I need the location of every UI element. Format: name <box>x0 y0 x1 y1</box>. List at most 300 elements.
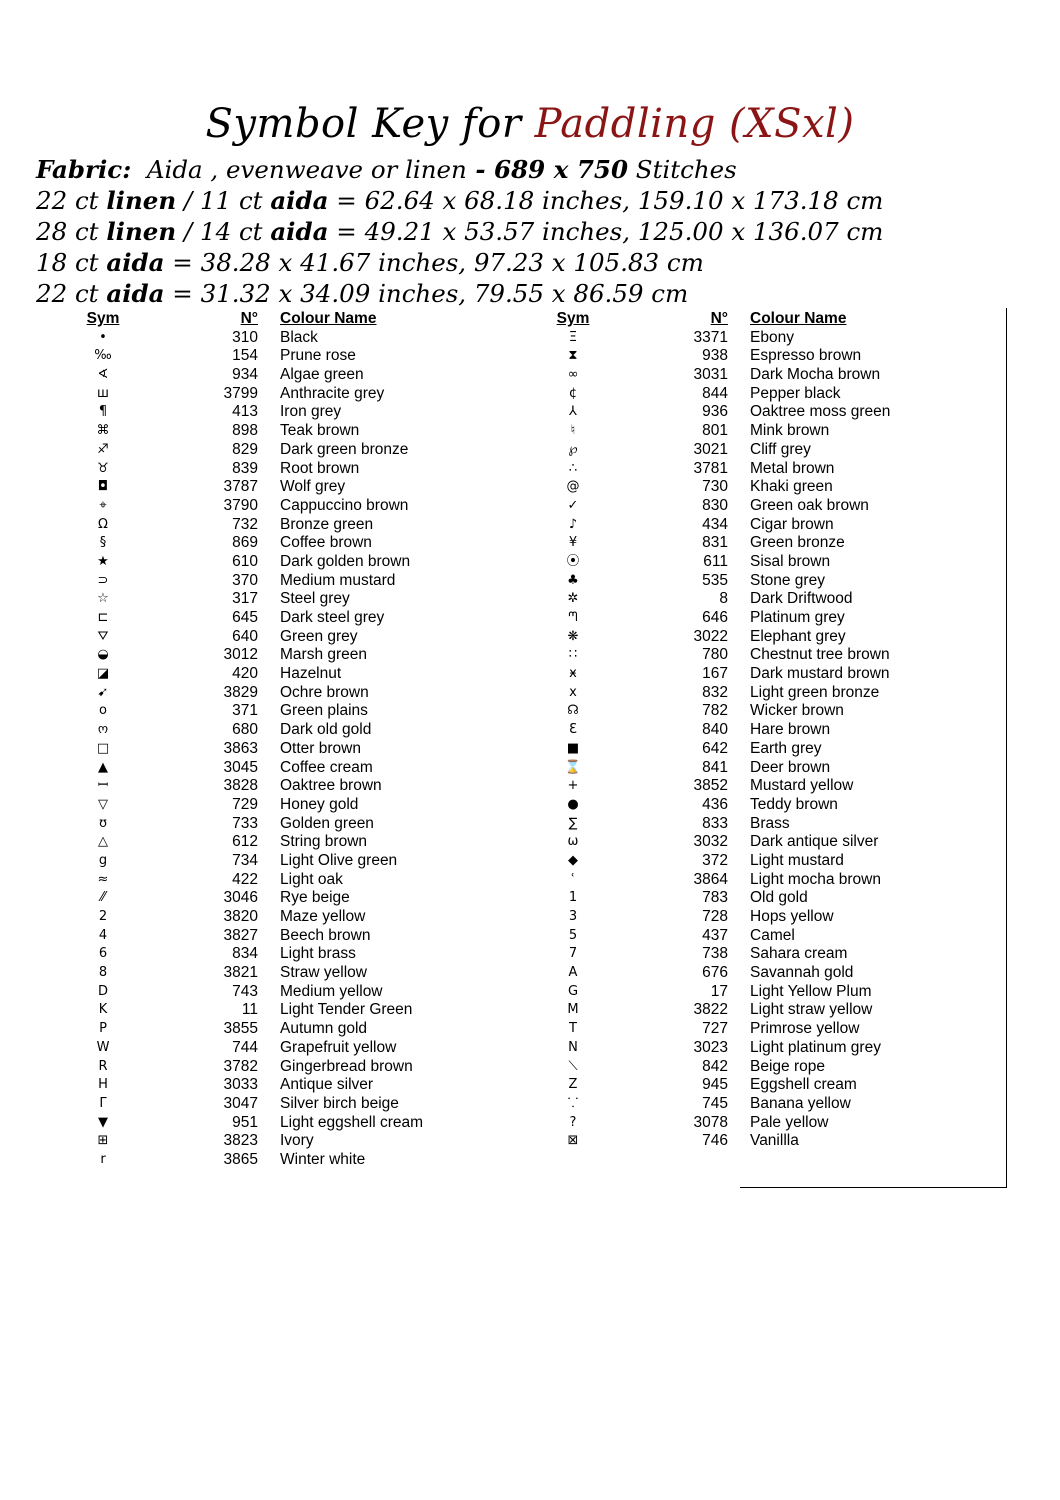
dmc-number: 3012 <box>223 646 258 664</box>
key-row <box>540 1001 980 1020</box>
title-pattern-name: Paddling (XSxl) <box>534 101 855 147</box>
dmc-number: 422 <box>232 870 258 888</box>
symbol-key-left-column <box>70 310 510 1170</box>
symbol-glyph: ● <box>567 796 579 812</box>
colour-name: Elephant grey <box>750 627 846 645</box>
key-row <box>540 964 980 983</box>
size-line: 22 ct linen / 11 ct aida = 62.64 x 68.18 inches, 159.10 x 173.18 cm <box>36 186 884 215</box>
dmc-number: 676 <box>702 964 728 982</box>
symbol-glyph: Ξ <box>568 329 578 345</box>
symbol-glyph: 1 <box>568 890 578 906</box>
key-row <box>540 1020 980 1039</box>
colour-name: Banana yellow <box>750 1094 851 1112</box>
colour-name: Algae green <box>280 366 364 384</box>
symbol-glyph: ◒ <box>97 647 109 663</box>
key-row <box>540 777 980 796</box>
symbol-glyph: W <box>96 1039 110 1055</box>
colour-name: Light straw yellow <box>750 1001 873 1019</box>
colour-name: Stone grey <box>750 571 825 589</box>
symbol-glyph: ✲ <box>567 591 579 607</box>
symbol-glyph: ‰ <box>94 348 112 364</box>
key-row <box>70 403 510 422</box>
symbol-glyph: ♪ <box>568 516 578 532</box>
dmc-number: 611 <box>703 552 728 570</box>
colour-name: Primrose yellow <box>750 1020 860 1038</box>
key-row <box>70 889 510 908</box>
symbol-glyph: @ <box>566 479 580 495</box>
key-row <box>70 777 510 796</box>
symbol-glyph: ❋ <box>567 628 579 644</box>
dmc-number: 3799 <box>223 384 258 402</box>
key-row <box>70 833 510 852</box>
key-row <box>70 759 510 778</box>
key-row <box>540 646 980 665</box>
symbol-glyph: ? <box>569 1114 577 1130</box>
key-row <box>540 796 980 815</box>
colour-name: Light platinum grey <box>750 1038 881 1056</box>
dmc-number: 839 <box>232 459 258 477</box>
dmc-number: 8 <box>719 590 728 608</box>
stitch-count: 689 x 750 <box>494 155 628 184</box>
colour-name: String brown <box>280 833 368 851</box>
colour-name: Winter white <box>280 1150 366 1168</box>
frame-right-border <box>1006 308 1007 1188</box>
key-row <box>540 553 980 572</box>
key-row <box>70 347 510 366</box>
colour-name: Wicker brown <box>750 702 844 720</box>
size-line: 28 ct linen / 14 ct aida = 49.21 x 53.57 inches, 125.00 x 136.07 cm <box>36 217 884 246</box>
symbol-glyph: 2 <box>98 909 108 924</box>
key-row <box>70 628 510 647</box>
dmc-number: 11 <box>241 1001 258 1019</box>
colour-name: Deer brown <box>750 758 831 776</box>
colour-name: Dark golden brown <box>280 552 411 570</box>
symbol-glyph: K <box>98 1002 108 1018</box>
key-row <box>540 1039 980 1058</box>
dmc-number: 842 <box>702 1057 728 1075</box>
colour-name: Ivory <box>280 1132 314 1150</box>
symbol-glyph: ∢ <box>97 367 109 383</box>
colour-name: Savannah gold <box>750 964 854 982</box>
colour-name: Rye beige <box>280 889 350 907</box>
symbol-glyph: ¥ <box>568 535 578 551</box>
colour-name: Dark mustard brown <box>750 665 890 683</box>
dmc-number: 3032 <box>693 833 728 851</box>
colour-name: Autumn gold <box>280 1020 368 1038</box>
dmc-number: 3829 <box>223 683 258 701</box>
colour-name: Camel <box>750 926 795 944</box>
colour-name: Hare brown <box>750 721 831 739</box>
dmc-number: 841 <box>702 758 728 776</box>
dmc-number: 898 <box>232 422 258 440</box>
fabric-line <box>36 154 883 185</box>
colour-name: Teak brown <box>280 422 360 440</box>
symbol-glyph: ≈ <box>97 871 109 887</box>
symbol-glyph: ⌛ <box>564 759 582 775</box>
key-row <box>70 478 510 497</box>
colour-name: Dark Driftwood <box>750 590 853 608</box>
symbol-glyph: ♉ <box>97 460 109 476</box>
symbol-glyph: △ <box>98 834 108 850</box>
colour-name: Khaki green <box>750 478 833 496</box>
dmc-number: 3827 <box>223 926 258 944</box>
key-row <box>70 572 510 591</box>
colour-name: Anthracite grey <box>280 384 385 402</box>
colour-name: Hazelnut <box>280 665 342 683</box>
dmc-number: 829 <box>232 440 258 458</box>
key-row <box>70 815 510 834</box>
key-header <box>540 310 980 329</box>
dmc-number: 640 <box>232 627 258 645</box>
colour-name: Pepper black <box>750 384 841 402</box>
symbol-glyph: ¢ <box>568 385 578 401</box>
dmc-number: 936 <box>702 403 728 421</box>
key-row <box>540 441 980 460</box>
colour-name: Vanillla <box>750 1132 799 1150</box>
dmc-number: 3371 <box>693 328 728 346</box>
symbol-glyph: ӿ <box>569 666 577 682</box>
key-row <box>540 983 980 1002</box>
symbol-glyph: Ɛ <box>569 722 577 738</box>
dmc-number: 728 <box>702 908 728 925</box>
page-title <box>0 98 1060 150</box>
colour-name: Light Olive green <box>280 851 398 869</box>
symbol-glyph: r <box>100 1151 106 1167</box>
header-number: N° <box>240 310 258 327</box>
symbol-glyph: ⟍ <box>568 1058 578 1074</box>
symbol-glyph: H <box>98 1077 108 1093</box>
dmc-number: 535 <box>702 571 728 589</box>
colour-name: Cigar brown <box>750 515 834 533</box>
dmc-number: 310 <box>232 328 258 346</box>
dmc-number: 934 <box>232 366 258 384</box>
symbol-glyph: 5 <box>568 927 578 943</box>
symbol-glyph: ♮ <box>570 423 576 439</box>
colour-name: Sisal brown <box>750 552 831 570</box>
symbol-glyph: ∞ <box>567 367 579 383</box>
colour-name: Dark green bronze <box>280 440 409 458</box>
key-row <box>70 945 510 964</box>
dmc-number: 830 <box>702 496 728 514</box>
symbol-glyph: ➹ <box>97 684 109 700</box>
symbol-glyph: § <box>99 535 107 551</box>
dmc-number: 730 <box>702 478 728 496</box>
symbol-glyph: + <box>567 778 579 794</box>
key-row <box>540 572 980 591</box>
symbol-glyph: ☆ <box>97 591 109 607</box>
colour-name: Iron grey <box>280 403 342 421</box>
symbol-glyph: ℘ <box>568 441 578 457</box>
dmc-number: 832 <box>702 683 728 701</box>
key-row <box>70 740 510 759</box>
colour-name: Oaktree brown <box>280 777 382 795</box>
colour-name: Light mocha brown <box>750 870 881 888</box>
header-colour-name: Colour Name <box>750 310 847 327</box>
symbol-glyph: ▲ <box>98 759 108 775</box>
symbol-glyph: ∴ <box>568 460 578 476</box>
key-row <box>540 815 980 834</box>
symbol-glyph: ᘉ <box>568 610 578 625</box>
colour-name: Bronze green <box>280 515 374 533</box>
dmc-number: 3022 <box>693 627 728 645</box>
key-row <box>540 534 980 553</box>
key-row <box>540 478 980 497</box>
dmc-number: 951 <box>232 1113 258 1131</box>
symbol-glyph: ∑ <box>568 815 578 831</box>
symbol-glyph: ▽ <box>98 796 108 812</box>
colour-name: Green plains <box>280 702 368 720</box>
key-row <box>70 590 510 609</box>
colour-name: Prune rose <box>280 347 356 365</box>
key-row <box>70 1001 510 1020</box>
fabric-types: Aida , evenweave or linen <box>146 155 467 184</box>
colour-name: Otter brown <box>280 739 361 757</box>
dmc-number: 3023 <box>693 1038 728 1056</box>
key-row <box>70 1151 510 1170</box>
symbol-glyph: ⊠ <box>567 1133 579 1149</box>
dmc-number: 610 <box>232 552 258 570</box>
symbol-glyph: ☊ <box>567 703 579 719</box>
colour-name: Medium mustard <box>280 571 396 589</box>
colour-name: Green grey <box>280 627 358 645</box>
dmc-number: 743 <box>232 982 258 1000</box>
symbol-glyph: P <box>99 1021 107 1037</box>
colour-name: Light Tender Green <box>280 1001 413 1019</box>
dmc-number: 3047 <box>223 1094 258 1112</box>
key-row <box>70 665 510 684</box>
header-colour-name: Colour Name <box>280 310 377 327</box>
key-row <box>70 441 510 460</box>
symbol-glyph: ◪ <box>96 666 110 682</box>
dmc-number: 3782 <box>223 1057 258 1075</box>
key-row <box>540 628 980 647</box>
dmc-number: 413 <box>232 403 258 421</box>
dmc-number: 738 <box>702 945 728 963</box>
dmc-number: 317 <box>232 590 258 608</box>
symbol-glyph: ¶ <box>98 404 108 420</box>
symbol-glyph: ⛛ <box>97 628 109 644</box>
key-row <box>70 422 510 441</box>
stitches-word: Stitches <box>635 155 737 184</box>
colour-name: Light eggshell cream <box>280 1113 424 1131</box>
symbol-glyph: 3 <box>568 909 578 924</box>
fabric-label: Fabric: <box>36 155 132 184</box>
colour-name: Maze yellow <box>280 908 366 925</box>
key-row <box>540 403 980 422</box>
key-row <box>70 1132 510 1151</box>
colour-name: Coffee cream <box>280 758 373 776</box>
dmc-number: 729 <box>232 795 258 813</box>
colour-name: Teddy brown <box>750 795 838 813</box>
symbol-glyph: Γ <box>99 1095 107 1111</box>
dmc-number: 945 <box>702 1076 728 1094</box>
key-row <box>540 497 980 516</box>
colour-name: Grapefruit yellow <box>280 1038 397 1056</box>
colour-name: Eggshell cream <box>750 1076 857 1094</box>
symbol-glyph: ш <box>97 385 109 401</box>
dmc-number: 642 <box>702 739 728 757</box>
dmc-number: 612 <box>232 833 258 851</box>
symbol-glyph: 4 <box>98 927 108 943</box>
key-row <box>540 684 980 703</box>
dmc-number: 3045 <box>223 758 258 776</box>
dmc-number: 783 <box>702 889 728 907</box>
key-row <box>540 1114 980 1133</box>
colour-name: Antique silver <box>280 1076 374 1094</box>
symbol-glyph: ⸪ <box>567 1095 579 1111</box>
key-row <box>540 740 980 759</box>
colour-name: Light oak <box>280 870 343 888</box>
key-row <box>540 759 980 778</box>
symbol-glyph: 8 <box>98 965 108 981</box>
colour-name: Oaktree moss green <box>750 403 891 421</box>
symbol-glyph: ʿ <box>571 871 575 887</box>
colour-name: Green bronze <box>750 534 845 552</box>
symbol-glyph: ◘ <box>97 479 109 495</box>
symbol-glyph: ∷ <box>568 647 578 663</box>
symbol-glyph: Z <box>568 1077 578 1093</box>
colour-name: Chestnut tree brown <box>750 646 890 664</box>
key-header <box>70 310 510 329</box>
dmc-number: 434 <box>702 515 728 533</box>
dmc-number: 801 <box>702 422 728 440</box>
key-row <box>70 460 510 479</box>
symbol-glyph: G <box>567 983 579 999</box>
dmc-number: 3863 <box>223 739 258 757</box>
key-row <box>70 385 510 404</box>
colour-name: Light brass <box>280 945 356 963</box>
header-number: N° <box>710 310 728 327</box>
key-row <box>70 1095 510 1114</box>
title-prefix: Symbol Key for <box>205 101 522 147</box>
dmc-number: 3864 <box>693 870 728 888</box>
colour-name: Mustard yellow <box>750 777 854 795</box>
key-row <box>70 553 510 572</box>
symbol-glyph: N <box>568 1039 578 1055</box>
symbol-glyph: ⌘ <box>96 423 110 439</box>
colour-name: Espresso brown <box>750 347 862 365</box>
symbol-glyph: ⧗ <box>568 348 578 364</box>
dmc-number: 938 <box>702 347 728 365</box>
key-row <box>540 1058 980 1077</box>
symbol-glyph: x <box>569 684 577 700</box>
key-row <box>70 329 510 348</box>
size-line: 18 ct aida = 38.28 x 41.67 inches, 97.23 x 105.83 cm <box>36 248 704 277</box>
key-row <box>70 534 510 553</box>
key-row <box>540 590 980 609</box>
key-row <box>540 702 980 721</box>
key-row <box>540 460 980 479</box>
key-row <box>70 908 510 927</box>
colour-name: Light green bronze <box>750 683 880 701</box>
dmc-number: 844 <box>702 384 728 402</box>
dmc-number: 3855 <box>223 1020 258 1038</box>
colour-name: Black <box>280 328 318 346</box>
key-row <box>540 1076 980 1095</box>
dmc-number: 831 <box>702 534 728 552</box>
dmc-number: 3078 <box>693 1113 728 1131</box>
fabric-sep: - <box>466 155 495 184</box>
key-row <box>70 1076 510 1095</box>
header-sym: Sym <box>86 310 120 327</box>
key-row <box>70 721 510 740</box>
dmc-number: 727 <box>702 1020 728 1038</box>
dmc-number: 3852 <box>693 777 728 795</box>
symbol-glyph: ■ <box>566 740 580 756</box>
symbol-glyph: ω <box>567 834 579 850</box>
frame-bottom-border <box>740 1187 1007 1188</box>
key-row <box>540 908 980 927</box>
colour-name: Sahara cream <box>750 945 848 963</box>
symbol-glyph: ⊏ <box>97 610 109 625</box>
colour-name: Cappuccino brown <box>280 496 409 514</box>
colour-name: Dark antique silver <box>750 833 879 851</box>
key-row <box>540 366 980 385</box>
key-row <box>70 927 510 946</box>
dmc-number: 420 <box>232 665 258 683</box>
colour-name: Brass <box>750 814 790 832</box>
colour-name: Cliff grey <box>750 440 811 458</box>
colour-name: Wolf grey <box>280 478 346 496</box>
dmc-number: 3046 <box>223 889 258 907</box>
fabric-info <box>36 154 883 309</box>
symbol-glyph: ⦿ <box>566 553 580 569</box>
key-row <box>70 497 510 516</box>
key-row <box>70 1020 510 1039</box>
dmc-number: 3790 <box>223 496 258 514</box>
colour-name: Metal brown <box>750 459 835 477</box>
dmc-number: 3865 <box>223 1150 258 1168</box>
key-row <box>70 1058 510 1077</box>
colour-name: Old gold <box>750 889 808 907</box>
dmc-number: 869 <box>232 534 258 552</box>
key-row <box>540 385 980 404</box>
dmc-number: 437 <box>702 926 728 944</box>
dmc-number: 780 <box>702 646 728 664</box>
symbol-glyph: T <box>569 1021 577 1037</box>
symbol-glyph: Ω <box>98 516 108 532</box>
key-row <box>540 927 980 946</box>
colour-name: Hops yellow <box>750 908 834 925</box>
dmc-number: 3821 <box>223 964 258 982</box>
dmc-number: 3781 <box>693 459 728 477</box>
dmc-number: 3820 <box>223 908 258 925</box>
key-row <box>540 609 980 628</box>
colour-name: Green oak brown <box>750 496 869 514</box>
key-row <box>540 347 980 366</box>
key-row <box>70 983 510 1002</box>
colour-name: Steel grey <box>280 590 350 608</box>
key-row <box>540 889 980 908</box>
colour-name: Ochre brown <box>280 683 369 701</box>
colour-name: Light Yellow Plum <box>750 982 872 1000</box>
dmc-number: 744 <box>232 1038 258 1056</box>
symbol-glyph: M <box>567 1002 579 1018</box>
symbol-glyph: g <box>98 852 108 868</box>
symbol-glyph: ⁄⁄ <box>100 890 106 906</box>
key-row <box>540 422 980 441</box>
key-row <box>540 516 980 535</box>
symbol-glyph: ꟷ <box>97 778 109 794</box>
symbol-glyph: □ <box>96 740 110 756</box>
key-row <box>70 1039 510 1058</box>
colour-name: Beige rope <box>750 1057 825 1075</box>
key-row <box>70 852 510 871</box>
dmc-number: 782 <box>702 702 728 720</box>
dmc-number: 733 <box>232 814 258 832</box>
key-row <box>540 945 980 964</box>
key-row <box>540 871 980 890</box>
